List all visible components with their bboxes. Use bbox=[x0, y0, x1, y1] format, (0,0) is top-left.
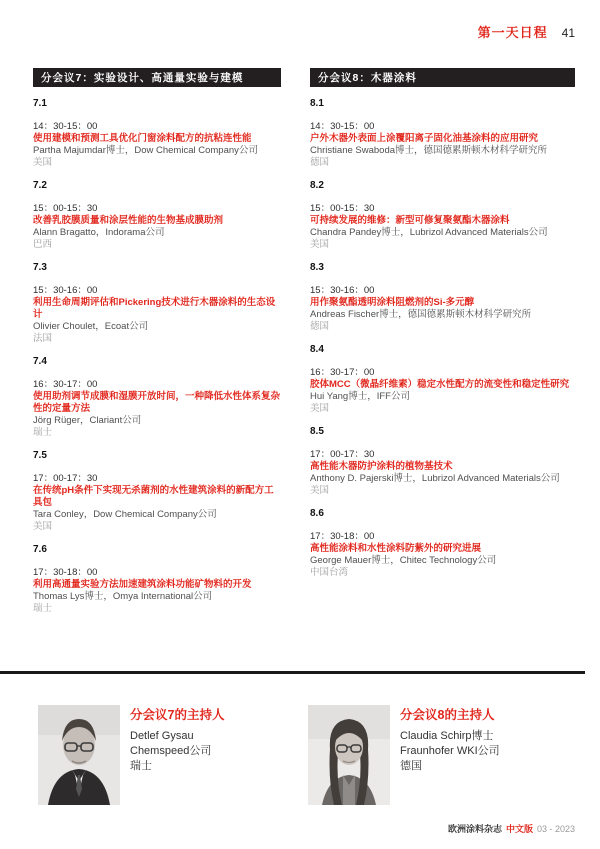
session-id: 7.6 bbox=[33, 544, 47, 555]
session-item-7-6 bbox=[33, 544, 281, 615]
session-country: 瑞士 bbox=[33, 603, 53, 614]
chair-heading: 分会议7的主持人 bbox=[130, 708, 225, 722]
session-title: 可持续发展的维修：新型可修复聚氨酯木器涂料 bbox=[310, 215, 510, 226]
column-session7 bbox=[33, 68, 281, 615]
session-country: 美国 bbox=[33, 157, 53, 168]
session-title: 改善乳胶膜质量和涂层性能的生物基成膜助剂 bbox=[33, 215, 224, 226]
session-item-7-2 bbox=[33, 180, 281, 251]
session-item-7-1 bbox=[33, 98, 281, 169]
session-time: 17：30-18：00 bbox=[33, 567, 98, 578]
session-speaker: Hui Yang博士，IFF公司 bbox=[310, 391, 410, 402]
session-id: 7.3 bbox=[33, 262, 47, 273]
session-id: 8.3 bbox=[310, 262, 324, 273]
chair-photo-woman-glasses bbox=[308, 705, 390, 805]
session-title: 户外木器外表面上涂覆阳离子固化油基涂料的应用研究 bbox=[310, 133, 539, 144]
session-id: 7.1 bbox=[33, 98, 47, 109]
session-time: 16：30-17：00 bbox=[33, 379, 98, 390]
session-time: 14：30-15：00 bbox=[33, 121, 98, 132]
session-time: 15：30-16：00 bbox=[310, 285, 375, 296]
session-id: 8.1 bbox=[310, 98, 324, 109]
chair-name: Detlef Gysau bbox=[130, 730, 194, 742]
session-item-7-5 bbox=[33, 450, 281, 533]
session-speaker: George Mauer博士，Chitec Technology公司 bbox=[310, 555, 497, 566]
session-title: 使用助剂调节成膜和湿膜开放时间，一种降低水性体系复杂性的定量方法 bbox=[33, 391, 281, 414]
session-item-8-2 bbox=[310, 180, 575, 251]
session-time: 17：00-17：30 bbox=[33, 473, 98, 484]
session-id: 8.6 bbox=[310, 508, 324, 519]
session-speaker: Tara Conley，Dow Chemical Company公司 bbox=[33, 509, 217, 520]
session-time: 16：30-17：00 bbox=[310, 367, 375, 378]
session-country: 巴西 bbox=[33, 239, 53, 250]
session-id: 8.5 bbox=[310, 426, 324, 437]
footer-journal-name: 欧洲涂料杂志 bbox=[447, 824, 502, 834]
session-title: 使用建模和预测工具优化门窗涂料配方的抗粘连性能 bbox=[33, 133, 252, 144]
session-time: 17：30-18：00 bbox=[310, 531, 375, 542]
session-time: 17：00-17：30 bbox=[310, 449, 375, 460]
session-time: 15：30-16：00 bbox=[33, 285, 98, 296]
session-title: 用作聚氨酯透明涂料阻燃剂的Si-多元醇 bbox=[310, 297, 475, 308]
session-item-7-3 bbox=[33, 262, 281, 345]
session-country: 法国 bbox=[33, 333, 53, 344]
session-country: 德国 bbox=[310, 157, 330, 168]
chair-name: Claudia Schirp博士 bbox=[400, 730, 494, 742]
page-footer bbox=[448, 822, 575, 835]
session7-header-bar: 分会议7：实验设计、高通量实验与建模 bbox=[33, 68, 281, 87]
session-country: 美国 bbox=[310, 239, 330, 250]
session-item-8-4 bbox=[310, 344, 575, 415]
session-title: 胶体MCC（微晶纤维素）稳定水性配方的流变性和稳定性研究 bbox=[310, 379, 570, 390]
chair-country: 德国 bbox=[400, 760, 422, 772]
session-title: 高性能木器防护涂料的植物基技术 bbox=[310, 461, 453, 472]
chair-country: 瑞士 bbox=[130, 760, 152, 772]
session-speaker: Chandra Pandey博士，Lubrizol Advanced Materials公司 bbox=[310, 227, 548, 238]
session-id: 7.5 bbox=[33, 450, 47, 461]
session-country: 美国 bbox=[33, 521, 53, 532]
session-item-8-3 bbox=[310, 262, 575, 333]
session-title: 高性能涂料和水性涂料防紫外的研究进展 bbox=[310, 543, 482, 554]
session-time: 15：00-15：30 bbox=[33, 203, 98, 214]
session-speaker: Christiane Swaboda博士，德国德累斯顿木材科学研究所 bbox=[310, 145, 548, 156]
chair-heading: 分会议8的主持人 bbox=[400, 708, 495, 722]
session-country: 美国 bbox=[310, 485, 330, 496]
session-country: 中国台湾 bbox=[310, 567, 349, 578]
session-id: 7.2 bbox=[33, 180, 47, 191]
session-speaker: Alann Bragatto，Indorama公司 bbox=[33, 227, 165, 238]
chair-company: Chemspeed公司 bbox=[130, 745, 212, 757]
session-id: 8.2 bbox=[310, 180, 324, 191]
session-speaker: Olivier Choulet，Ecoat公司 bbox=[33, 321, 149, 332]
session-speaker: Jörg Rüger，Clariant公司 bbox=[33, 415, 142, 426]
section-divider-rule bbox=[0, 671, 585, 674]
chair-info-session8 bbox=[400, 705, 500, 805]
session-country: 美国 bbox=[310, 403, 330, 414]
session-speaker: Andreas Fischer博士，德国德累斯顿木材科学研究所 bbox=[310, 309, 532, 320]
session-time: 15：00-15：30 bbox=[310, 203, 375, 214]
session-item-8-5 bbox=[310, 426, 575, 497]
chair-company: Fraunhofer WKI公司 bbox=[400, 745, 500, 757]
column-session8 bbox=[310, 68, 575, 615]
session-speaker: Anthony D. Pajerski博士，Lubrizol Advanced Materials公司 bbox=[310, 473, 560, 484]
session-id: 7.4 bbox=[33, 356, 47, 367]
session-time: 14：30-15：00 bbox=[310, 121, 375, 132]
program-columns bbox=[33, 68, 575, 615]
chair-card-session8 bbox=[308, 705, 500, 805]
footer-edition-label: 中文版 bbox=[505, 824, 533, 834]
session-id: 8.4 bbox=[310, 344, 324, 355]
session8-header-bar: 分会议8：木器涂料 bbox=[310, 68, 575, 87]
page-number: 41 bbox=[561, 26, 575, 40]
session-speaker: Thomas Lys博士，Omya International公司 bbox=[33, 591, 213, 602]
chair-photo-man-glasses bbox=[38, 705, 120, 805]
footer-issue-number: 03 - 2023 bbox=[536, 824, 575, 834]
session-title: 利用生命周期评估和Pickering技术进行木器涂料的生态设计 bbox=[33, 297, 276, 320]
session-item-8-6 bbox=[310, 508, 575, 579]
session-title: 利用高通量实验方法加速建筑涂料功能矿物料的开发 bbox=[33, 579, 252, 590]
session-speaker: Partha Majumdar博士，Dow Chemical Company公司 bbox=[33, 145, 258, 156]
day-program-title: 第一天日程 bbox=[477, 25, 548, 40]
page-header bbox=[478, 22, 575, 41]
chair-info-session7 bbox=[130, 705, 224, 805]
session-country: 瑞士 bbox=[33, 427, 53, 438]
chair-card-session7 bbox=[38, 705, 224, 805]
session-country: 德国 bbox=[310, 321, 330, 332]
session-item-8-1 bbox=[310, 98, 575, 169]
session-item-7-4 bbox=[33, 356, 281, 439]
session-title: 在传统pH条件下实现无杀菌剂的水性建筑涂料的新配方工具包 bbox=[33, 485, 274, 508]
